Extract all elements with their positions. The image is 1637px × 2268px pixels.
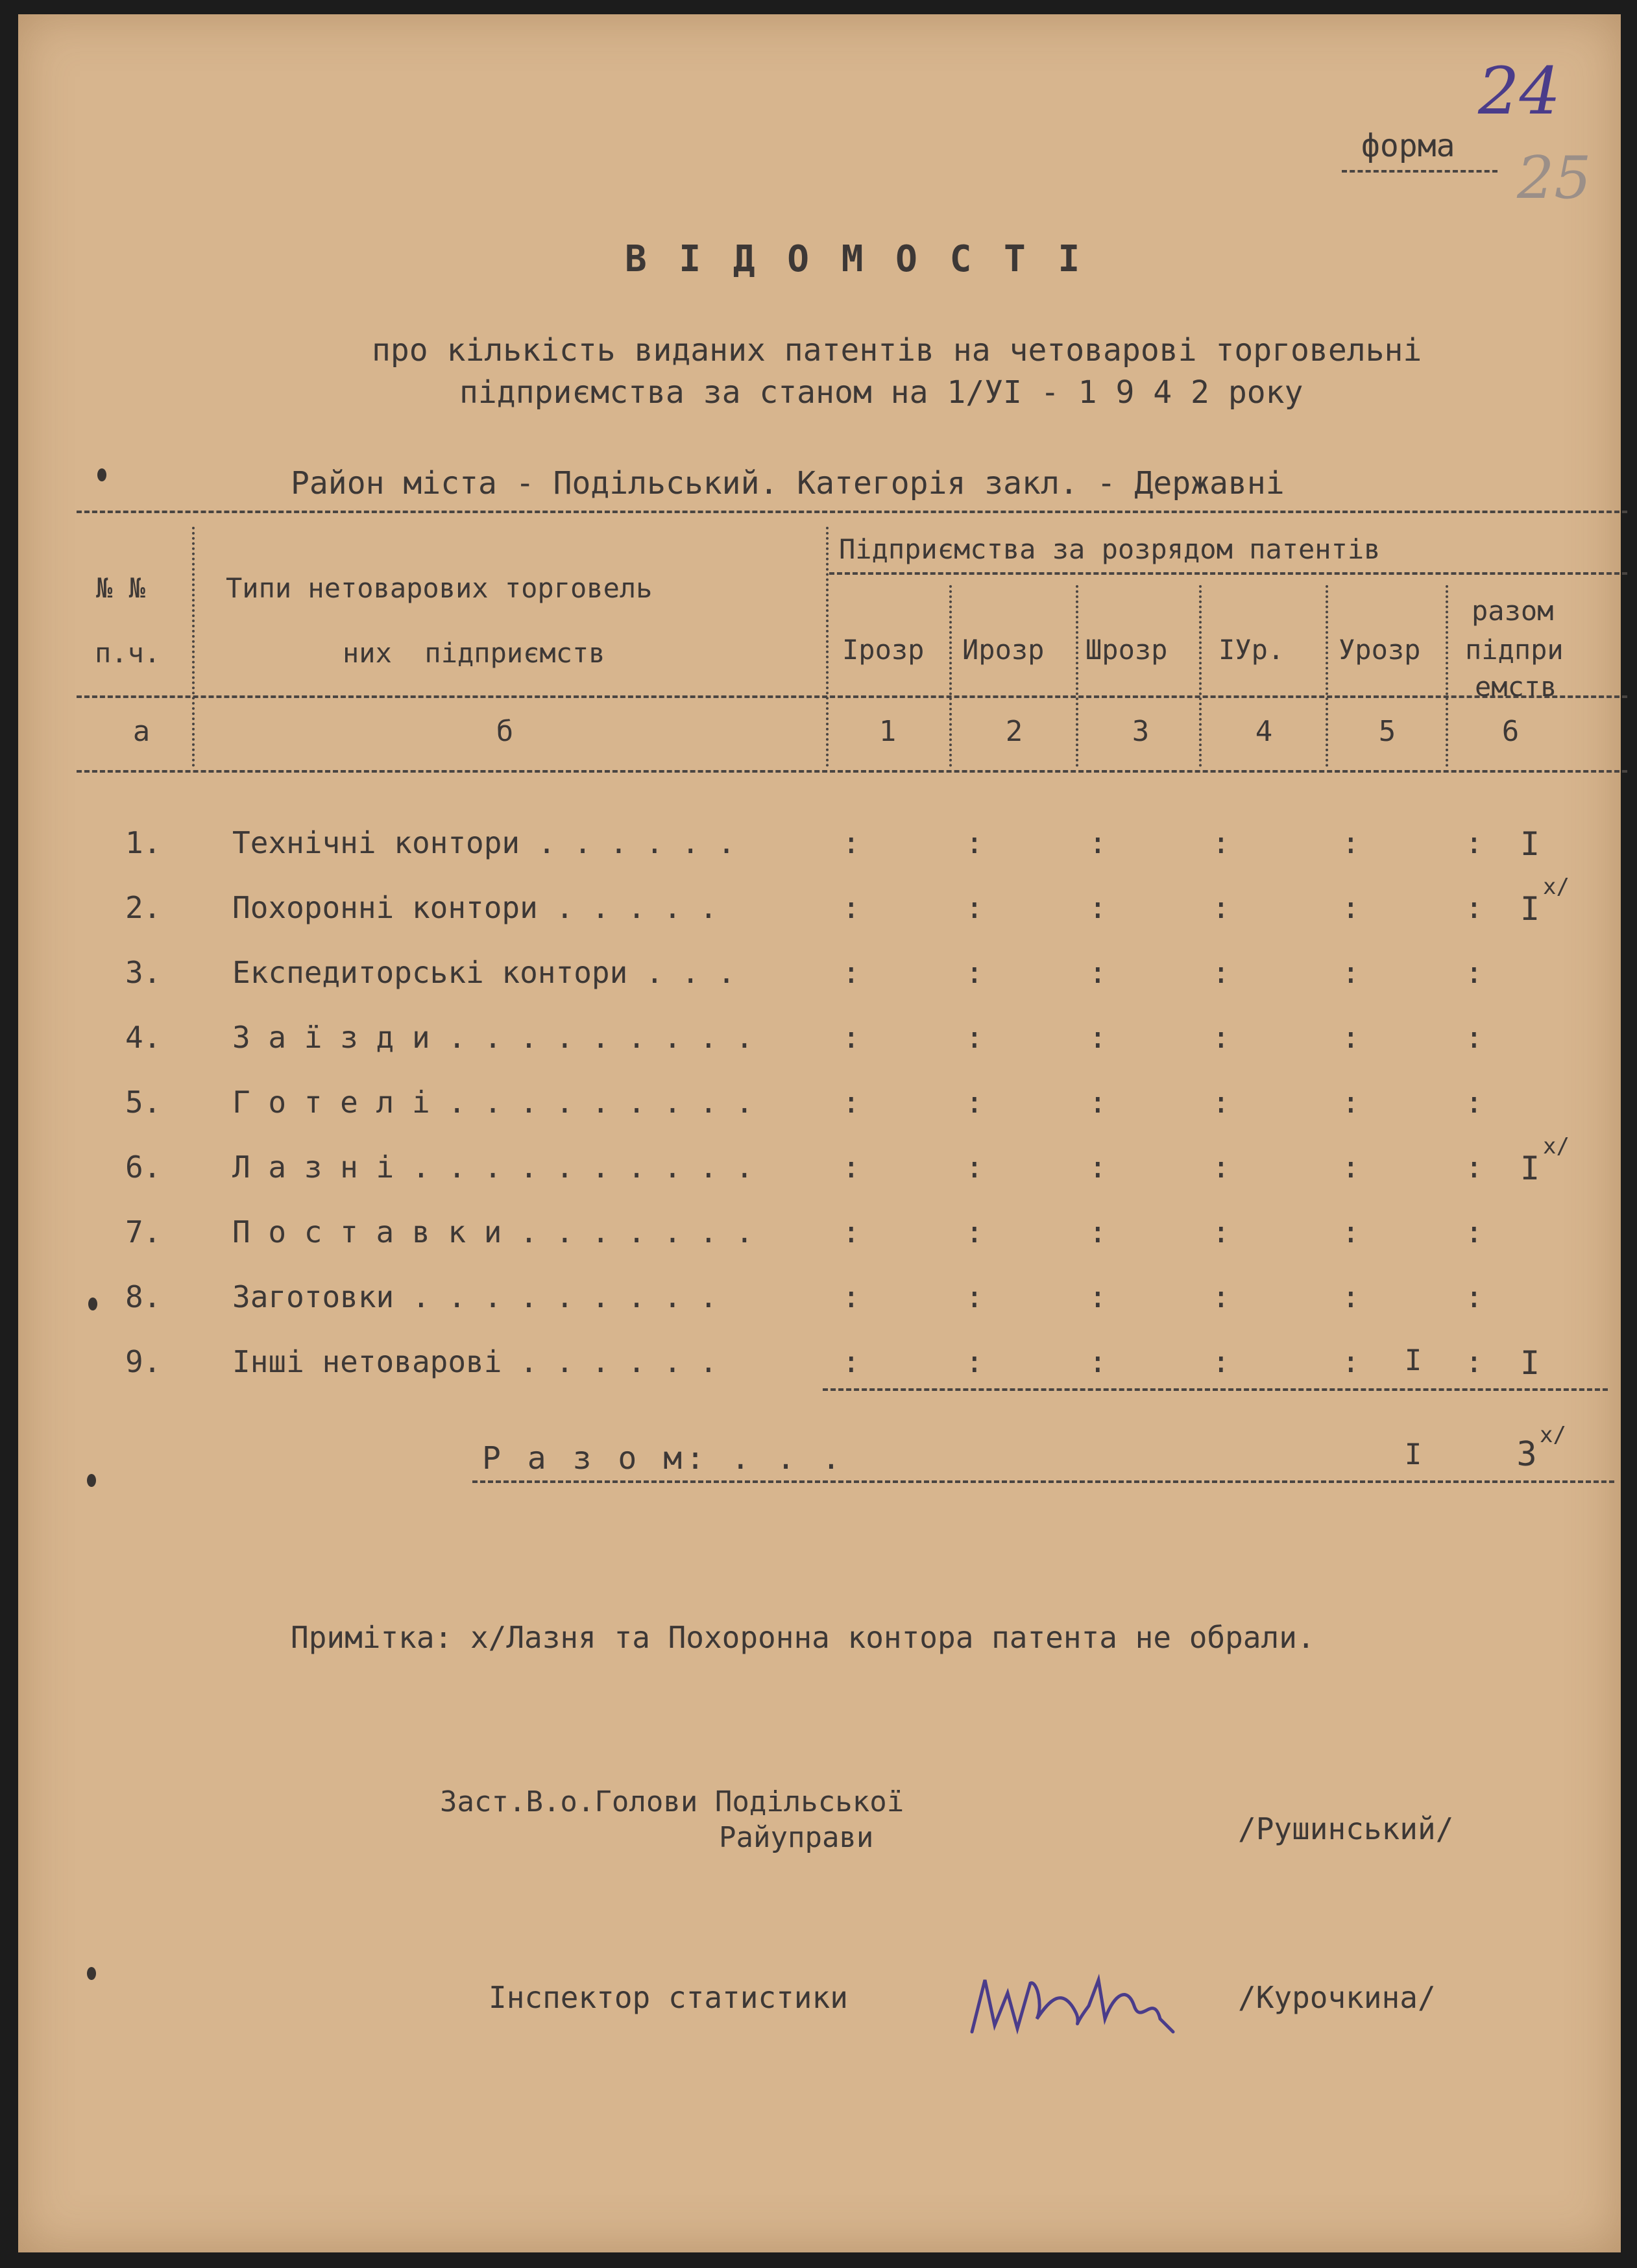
- table-row: [18, 1133, 1621, 1201]
- row-total-value: Ι: [1520, 825, 1540, 863]
- column-separator: :: [842, 955, 860, 990]
- column-separator: :: [1342, 1085, 1360, 1120]
- column-divider: [1326, 585, 1328, 767]
- column-separator: :: [965, 890, 984, 925]
- document-page: [18, 14, 1621, 2252]
- column-separator: :: [1212, 955, 1230, 990]
- column-separator: :: [1342, 1214, 1360, 1249]
- header-col-4: ІУр.: [1219, 634, 1285, 666]
- column-separator: :: [1212, 1150, 1230, 1185]
- table-row: [18, 1214, 1621, 1266]
- column-separator: :: [1089, 1214, 1107, 1249]
- column-divider: [1076, 585, 1078, 767]
- signatory1-title-line1: Заст.В.о.Голови Подільської: [440, 1785, 904, 1818]
- column-separator: :: [842, 1344, 860, 1379]
- column-separator: :: [1465, 825, 1483, 860]
- district-line: Район міста - Подільський. Категорія закл. - Державні: [291, 465, 1285, 501]
- row-total-mark: x/: [1543, 874, 1570, 900]
- column-separator: :: [1342, 890, 1360, 925]
- table-row: [18, 874, 1621, 942]
- index-row-rule: [77, 770, 1627, 773]
- punch-hole: [87, 1967, 96, 1980]
- column-separator: :: [965, 1279, 984, 1314]
- table-row: [18, 1344, 1621, 1396]
- column-separator: :: [1342, 1020, 1360, 1055]
- column-separator: :: [842, 1020, 860, 1055]
- index-cell: 1: [879, 715, 897, 748]
- document-subtitle-line1: про кількість виданих патентів на четоварові торговельні: [372, 332, 1422, 368]
- index-cell: 3: [1132, 715, 1150, 748]
- row-type-name: Заготовки . . . . . . . . .: [232, 1279, 718, 1314]
- column-separator: :: [1089, 1279, 1107, 1314]
- column-separator: :: [1212, 1020, 1230, 1055]
- column-divider: [826, 527, 829, 767]
- row-number: 2.: [125, 890, 162, 925]
- row-total-value: Ι: [1520, 1344, 1540, 1382]
- signatory1-name: /Рушинський/: [1238, 1811, 1454, 1846]
- punch-hole: [97, 468, 106, 481]
- table-row: [18, 1279, 1621, 1331]
- index-cell: б: [496, 715, 514, 748]
- folio-number: 24: [1478, 53, 1561, 129]
- index-cell: а: [132, 715, 151, 748]
- column-separator: :: [965, 1020, 984, 1055]
- column-separator: :: [1465, 1344, 1483, 1379]
- column-separator: :: [842, 890, 860, 925]
- row-type-name: З а ї з д и . . . . . . . . .: [232, 1020, 754, 1055]
- row-type-name: П о с т а в к и . . . . . . .: [232, 1214, 754, 1249]
- header-total-line3: емств: [1475, 671, 1557, 703]
- row-total-value: Ι: [1520, 890, 1540, 928]
- column-separator: :: [1212, 1085, 1230, 1120]
- index-cell: 6: [1501, 715, 1520, 748]
- column-separator: :: [1089, 825, 1107, 860]
- column-separator: :: [1089, 1150, 1107, 1185]
- index-cell: 5: [1378, 715, 1396, 748]
- column-separator: :: [1212, 1344, 1230, 1379]
- row-type-name: Експедиторські контори . . .: [232, 955, 736, 990]
- column-separator: :: [1089, 1085, 1107, 1120]
- total-row-total: 3: [1516, 1435, 1537, 1474]
- index-cell: 2: [1005, 715, 1023, 748]
- table-row: [18, 1020, 1621, 1072]
- column-separator: :: [1342, 1279, 1360, 1314]
- row-number: 5.: [125, 1085, 162, 1120]
- column-separator: :: [965, 1150, 984, 1185]
- column-separator: :: [965, 825, 984, 860]
- row-number: 7.: [125, 1214, 162, 1249]
- signatory1-title-line2: Райуправи: [719, 1821, 874, 1854]
- header-col-3: Шрозр: [1085, 634, 1168, 666]
- row-type-name: Г о т е л і . . . . . . . . .: [232, 1085, 754, 1120]
- header-group: Підприємства за розрядом патентів: [839, 533, 1381, 565]
- header-col-5: Урозр: [1339, 634, 1421, 666]
- column-separator: :: [1212, 890, 1230, 925]
- header-col-1: Ірозр: [842, 634, 925, 666]
- row-number: 3.: [125, 955, 162, 990]
- column-separator: :: [1212, 1279, 1230, 1314]
- row-type-name: Інші нетоварові . . . . . .: [232, 1344, 718, 1379]
- document-title: В І Д О М О С Т І: [625, 238, 1085, 280]
- header-total-line2: підпри: [1465, 634, 1564, 666]
- header-num-line2: п.ч.: [95, 637, 161, 669]
- column-divider: [1446, 585, 1448, 767]
- column-separator: :: [1089, 890, 1107, 925]
- header-type-line2: них підприємств: [343, 637, 605, 669]
- column-separator: :: [1342, 825, 1360, 860]
- column-separator: :: [842, 1279, 860, 1314]
- row-col5-value: Ι: [1404, 1344, 1422, 1377]
- document-subtitle-line2: підприємства за станом на 1/УІ - 1 9 4 2 року: [459, 374, 1304, 411]
- column-separator: :: [1089, 1344, 1107, 1379]
- column-separator: :: [1089, 955, 1107, 990]
- row-number: 8.: [125, 1279, 162, 1314]
- row-type-name: Похоронні контори . . . . .: [232, 890, 718, 925]
- column-separator: :: [1465, 1085, 1483, 1120]
- column-divider: [1199, 585, 1202, 767]
- header-bottom-rule: [77, 695, 1627, 698]
- signatory2-name: /Курочкина/: [1238, 1980, 1436, 2015]
- footnote: Примітка: х/Лазня та Похоронна контора патента не обрали.: [291, 1620, 1315, 1655]
- table-row: [18, 1085, 1621, 1137]
- row-number: 6.: [125, 1150, 162, 1185]
- column-separator: :: [1465, 1020, 1483, 1055]
- column-separator: :: [965, 1085, 984, 1120]
- row-number: 9.: [125, 1344, 162, 1379]
- row-total-mark: x/: [1543, 1133, 1570, 1159]
- form-label-underline: [1342, 170, 1498, 173]
- column-separator: :: [1089, 1020, 1107, 1055]
- header-num-line1: № №: [96, 572, 145, 604]
- column-separator: :: [1342, 955, 1360, 990]
- column-separator: :: [965, 1214, 984, 1249]
- signatory2-title: Інспектор статистики: [489, 1980, 848, 2015]
- table-row: [18, 825, 1621, 877]
- total-row-col5: Ι: [1404, 1438, 1422, 1471]
- group-header-rule: [829, 572, 1627, 575]
- column-separator: :: [1465, 955, 1483, 990]
- column-separator: :: [965, 1344, 984, 1379]
- row-number: 4.: [125, 1020, 162, 1055]
- column-separator: :: [1212, 1214, 1230, 1249]
- column-separator: :: [1465, 890, 1483, 925]
- index-cell: 4: [1255, 715, 1273, 748]
- table-top-rule: [77, 511, 1627, 513]
- total-row-mark: x/: [1540, 1422, 1566, 1448]
- column-divider: [192, 527, 195, 767]
- handwritten-signature: [959, 1954, 1193, 2051]
- column-separator: :: [842, 825, 860, 860]
- row-number: 1.: [125, 825, 162, 860]
- total-row-label: Р а з о м: . . .: [482, 1440, 845, 1477]
- column-separator: :: [842, 1085, 860, 1120]
- table-row: [18, 955, 1621, 1007]
- form-label: форма: [1361, 128, 1455, 164]
- row-type-name: Л а з н і . . . . . . . . . .: [232, 1150, 754, 1185]
- header-type-line1: Типи нетоварових торговель: [226, 572, 653, 604]
- row-type-name: Технічні контори . . . . . .: [232, 825, 736, 860]
- column-separator: :: [965, 955, 984, 990]
- column-divider: [949, 585, 952, 767]
- header-col-2: Ирозр: [962, 634, 1045, 666]
- column-separator: :: [1465, 1150, 1483, 1185]
- folio-number-crossed: 25: [1517, 144, 1592, 212]
- column-separator: :: [1342, 1344, 1360, 1379]
- column-separator: :: [1465, 1214, 1483, 1249]
- column-separator: :: [842, 1150, 860, 1185]
- row-total-value: Ι: [1520, 1150, 1540, 1187]
- column-separator: :: [842, 1214, 860, 1249]
- punch-hole: [87, 1474, 96, 1487]
- header-total-line1: разом: [1472, 595, 1554, 627]
- total-bottom-rule: [472, 1480, 1614, 1483]
- column-separator: :: [1212, 825, 1230, 860]
- column-separator: :: [1342, 1150, 1360, 1185]
- column-separator: :: [1465, 1279, 1483, 1314]
